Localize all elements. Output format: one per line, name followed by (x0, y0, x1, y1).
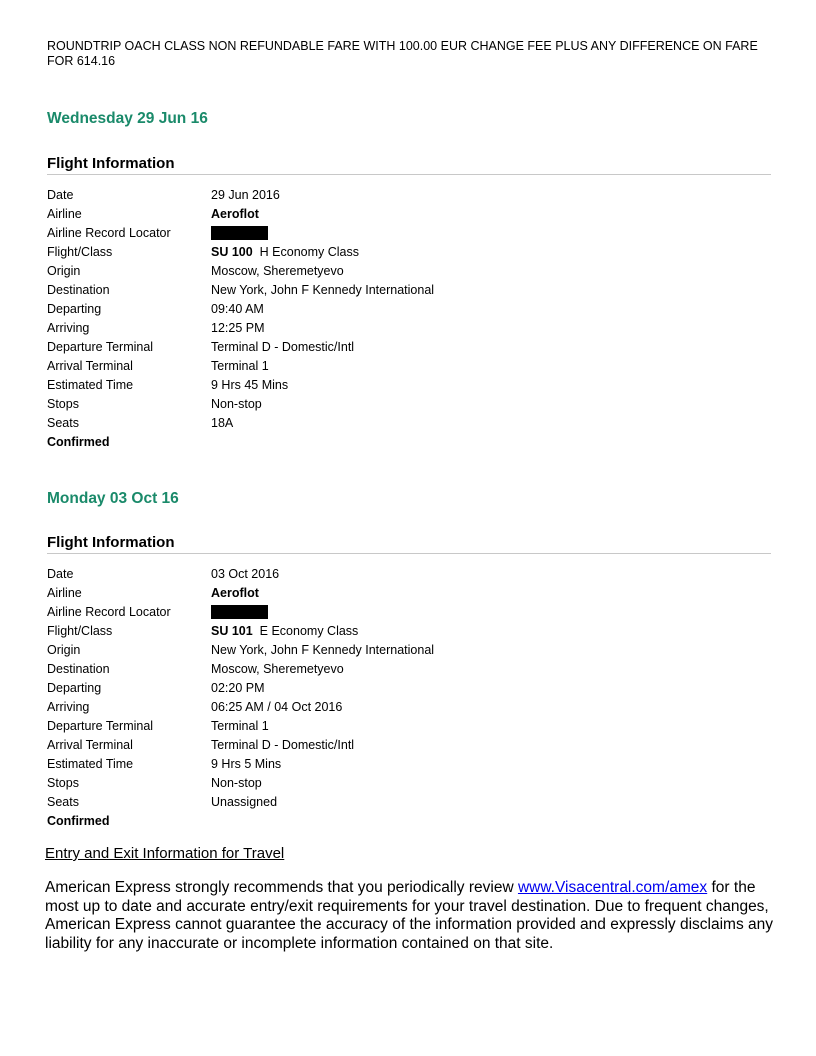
departing-value: 02:20 PM (211, 680, 265, 695)
visacentral-link[interactable]: www.Visacentral.com/amex (517, 879, 708, 896)
stops-value: Non-stop (211, 396, 262, 411)
fare-rules-note: ROUNDTRIP OACH CLASS NON REFUNDABLE FARE WITH 100.00 EUR CHANGE FEE PLUS ANY DIFFERENCE ON FARE FOR 614.16 (47, 39, 758, 68)
segment-1-section-title: Flight Information (47, 155, 771, 175)
table-row (47, 318, 434, 337)
destination-value: New York, John F Kennedy International (211, 282, 435, 297)
seats-value: Unassigned (211, 794, 278, 809)
table-row (47, 356, 434, 375)
seats-label: Seats (47, 415, 79, 430)
segment-1-flight-table (47, 185, 434, 451)
airline-value: Aeroflot (211, 206, 259, 221)
origin-label: Origin (47, 642, 81, 657)
table-row (47, 223, 434, 242)
airline-label: Airline (47, 206, 82, 221)
arriving-label: Arriving (47, 320, 90, 335)
table-row (47, 583, 434, 602)
origin-value: Moscow, Sheremetyevo (211, 263, 344, 278)
flight-class-label: Flight/Class (47, 623, 113, 638)
segment-2-section-title: Flight Information (47, 534, 771, 554)
booking-class: E Economy Class (259, 623, 359, 638)
table-row (47, 811, 434, 830)
status-confirmed: Confirmed (47, 813, 110, 828)
table-row (47, 204, 434, 223)
stops-label: Stops (47, 396, 79, 411)
flight-number: SU 101 (211, 623, 253, 638)
arrival-terminal-label: Arrival Terminal (47, 737, 133, 752)
redacted-record-locator (211, 226, 268, 240)
departing-label: Departing (47, 680, 102, 695)
booking-class: H Economy Class (259, 244, 359, 259)
table-row (47, 602, 434, 621)
airline-value: Aeroflot (211, 585, 259, 600)
date-value: 03 Oct 2016 (211, 566, 280, 581)
departing-label: Departing (47, 301, 102, 316)
arriving-value: 06:25 AM / 04 Oct 2016 (211, 699, 343, 714)
table-row (47, 621, 434, 640)
date-value: 29 Jun 2016 (211, 187, 280, 202)
origin-label: Origin (47, 263, 81, 278)
estimated-time-label: Estimated Time (47, 377, 134, 392)
arrival-terminal-value: Terminal 1 (211, 358, 269, 373)
table-row (47, 735, 434, 754)
table-row (47, 773, 434, 792)
date-label: Date (47, 566, 74, 581)
entry-exit-text-after: for the most up to date and accurate entry/exit requirements for your travel destination. Due to frequent changes, American Express cannot guarantee the accuracy of the information provided and expressly disclaims any liability for any inaccurate or incomplete information contained on that site. (45, 879, 774, 952)
departure-terminal-label: Departure Terminal (47, 718, 154, 733)
record-locator-label: Airline Record Locator (47, 225, 171, 240)
redacted-record-locator (211, 605, 268, 619)
segment-2-day-heading: Monday 03 Oct 16 (47, 490, 179, 507)
destination-label: Destination (47, 282, 110, 297)
table-row (47, 185, 434, 204)
table-row (47, 432, 434, 451)
entry-exit-title: Entry and Exit Information for Travel (45, 845, 285, 862)
table-row (47, 280, 434, 299)
table-row (47, 697, 434, 716)
table-row (47, 413, 434, 432)
departure-terminal-value: Terminal 1 (211, 718, 269, 733)
origin-value: New York, John F Kennedy International (211, 642, 435, 657)
departure-terminal-label: Departure Terminal (47, 339, 154, 354)
table-row (47, 242, 434, 261)
airline-label: Airline (47, 585, 82, 600)
table-row (47, 716, 434, 735)
record-locator-label: Airline Record Locator (47, 604, 171, 619)
table-row (47, 394, 434, 413)
table-row (47, 261, 434, 280)
arrival-terminal-label: Arrival Terminal (47, 358, 133, 373)
estimated-time-value: 9 Hrs 5 Mins (211, 756, 282, 771)
arrival-terminal-value: Terminal D - Domestic/Intl (211, 737, 355, 752)
table-row (47, 564, 434, 583)
table-row (47, 375, 434, 394)
table-row (47, 659, 434, 678)
estimated-time-value: 9 Hrs 45 Mins (211, 377, 289, 392)
seats-label: Seats (47, 794, 79, 809)
flight-number: SU 100 (211, 244, 253, 259)
destination-value: Moscow, Sheremetyevo (211, 661, 344, 676)
segment-2-flight-table (47, 564, 434, 830)
departure-terminal-value: Terminal D - Domestic/Intl (211, 339, 355, 354)
table-row (47, 640, 434, 659)
table-row (47, 299, 434, 318)
estimated-time-label: Estimated Time (47, 756, 134, 771)
arriving-label: Arriving (47, 699, 90, 714)
stops-value: Non-stop (211, 775, 262, 790)
arriving-value: 12:25 PM (211, 320, 265, 335)
flight-class-label: Flight/Class (47, 244, 113, 259)
destination-label: Destination (47, 661, 110, 676)
status-confirmed: Confirmed (47, 434, 110, 449)
date-label: Date (47, 187, 74, 202)
table-row (47, 678, 434, 697)
seats-value: 18A (211, 415, 234, 430)
entry-exit-text-before: American Express strongly recommends that you periodically review (45, 879, 518, 896)
segment-1-day-heading: Wednesday 29 Jun 16 (47, 110, 208, 127)
stops-label: Stops (47, 775, 79, 790)
table-row (47, 337, 434, 356)
table-row (47, 754, 434, 773)
entry-exit-paragraph (45, 879, 780, 953)
departing-value: 09:40 AM (211, 301, 264, 316)
table-row (47, 792, 434, 811)
